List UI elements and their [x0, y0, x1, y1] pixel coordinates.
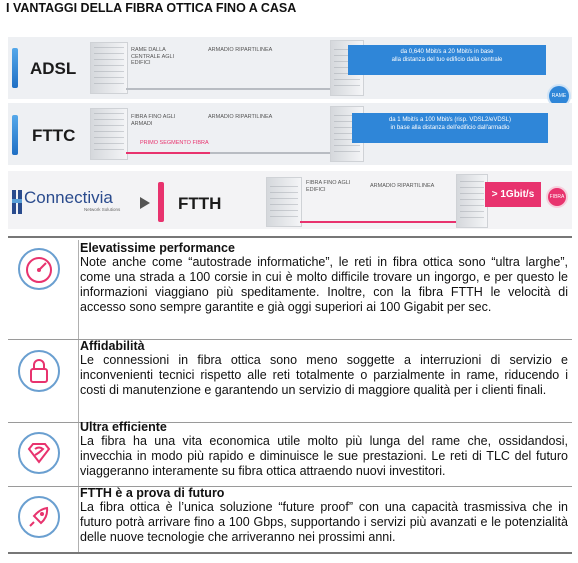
adsl-speed-line2: alla distanza del tuo edificio dalla centrale [391, 57, 503, 63]
benefit-title: Elevatissime performance [80, 241, 235, 255]
benefit-efficiency [80, 421, 568, 479]
ftth-building [456, 174, 488, 228]
superhero-emblem-icon [18, 432, 60, 474]
benefit-text: Le connessioni in fibra ottica sono meno soggette a interruzioni di servizio e inconvenienti tecnici rispetto alle reti totalmente o parzialmente in rame, riducendo i costi di manutenzione e garantendo un servizio di maggiore qualità per i clienti finali. [80, 353, 568, 397]
table-top-rule [8, 236, 572, 238]
benefit-performance [80, 242, 568, 315]
fttc-segment-label: PRIMO SEGMENTO FIBRA [140, 140, 209, 146]
ftth-central-building [266, 177, 302, 227]
benefit-reliability [80, 340, 568, 398]
adsl-speed-line1: da 0,640 Mbit/s a 20 Mbit/s in base [400, 49, 494, 55]
table-bottom-rule [8, 552, 572, 554]
fttc-label: FTTC [32, 126, 76, 145]
fttc-copper-line [210, 152, 334, 154]
connectivia-logo-mark-icon [12, 190, 22, 214]
logo-name: Connectivia [24, 188, 113, 207]
fttc-fiber-label: FIBRA FINO AGLI ARMADI [131, 114, 176, 127]
adsl-cabinet-label: ARMADIO RIPARTILINEA [208, 47, 273, 53]
ftth-label: FTTH [178, 194, 222, 213]
padlock-icon [18, 350, 60, 392]
adsl-marker [12, 48, 18, 88]
rocket-icon [18, 496, 60, 538]
adsl-copper-line [126, 88, 332, 90]
fttc-speed-box [352, 113, 548, 143]
benefit-future-proof [80, 487, 568, 545]
arrow-right-icon [140, 197, 150, 209]
rame-legend-badge: RAME [549, 86, 569, 106]
fttc-cabinet-label: ARMADIO RIPARTILINEA [208, 114, 273, 120]
ftth-cabinet-label: ARMADIO RIPARTILINEA [370, 183, 435, 189]
fibra-legend-badge: FIBRA [548, 188, 566, 206]
fttc-marker [12, 115, 18, 155]
speedometer-icon [18, 248, 60, 290]
benefit-title: FTTH è a prova di futuro [80, 486, 225, 500]
benefit-text: La fibra ha una vita economica utile molto più lunga del rame che, ossidandosi, invecchia in modo più rapido e diminuisce le sue prestazioni. Le reti di TLC del futuro viaggeranno interamente su fibra ottica attraendo nuovi investitori. [80, 434, 568, 478]
ftth-speed-box: > 1Gbit/s [485, 182, 541, 207]
adsl-speed-box [348, 45, 546, 75]
ftth-fiber-line [300, 221, 458, 223]
adsl-label: ADSL [30, 59, 77, 78]
table-column-divider [78, 240, 79, 552]
fttc-fiber-line [126, 152, 210, 154]
ftth-fiber-label: FIBRA FINO AGLI EDIFICI [306, 180, 351, 193]
fttc-central-building [90, 108, 128, 160]
fttc-speed-line2: in base alla distanza dell'edificio dall'armadio [390, 125, 510, 131]
central-office-building [90, 42, 128, 94]
connectivia-logo [12, 190, 136, 216]
benefit-text: Note anche come “autostrade informatiche”, le reti in fibra ottica sono “ultra larghe”, come una strada a 100 corsie in cui è molto difficile trovare un ingorgo, e per questo le informazioni viaggiano più speditamente. Inoltre, con la fibra FTTH le velocità di accesso sono sempre garantite e già oggi superiori ai 100 Gigabit per sec. [80, 255, 568, 314]
fttc-speed-line1: da 1 Mbit/s a 100 Mbit/s (risp. VDSL2/eVDSL) [388, 117, 512, 123]
adsl-copper-label: RAME DALLA CENTRALE AGLI EDIFICI [131, 47, 175, 66]
page-title: I VANTAGGI DELLA FIBRA OTTICA FINO A CASA [6, 1, 297, 15]
benefit-title: Ultra efficiente [80, 420, 167, 434]
benefit-title: Affidabilità [80, 339, 145, 353]
ftth-marker [158, 182, 164, 222]
benefit-text: La fibra ottica è l’unica soluzione “future proof” con una capacità trasmissiva che in futuro potrà arrivare fino a 100 Gbps, supportando i servizi più avanzati e le potenzialità delle nuove tecnologie che arriveranno nei prossimi anni. [80, 500, 568, 544]
logo-tagline: Network Solutions [84, 207, 121, 212]
